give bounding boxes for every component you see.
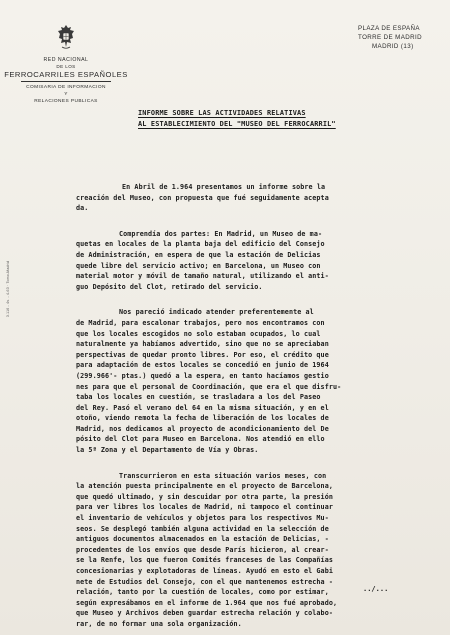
text-line: según expresábamos en el informe de 1.964 que nos fué aprobado,: [76, 598, 338, 607]
text-line: Madrid, nos dedicamos al proyecto de acondicionamiento del De: [76, 424, 329, 433]
text-line: nes para que el personal de Coordinación, que era el que disfru-: [76, 382, 342, 391]
text-line: En Abril de 1.964 presentamos un informe sobre la: [122, 183, 326, 191]
title-line-2: AL ESTABLECIMIENTO DEL "MUSEO DEL FERROCARRIL": [138, 120, 336, 128]
address-line-2: TORRE DE MADRID: [358, 34, 422, 41]
text-line: Comprendía dos partes: En Madrid, un Museo de ma-: [119, 229, 323, 238]
text-line: (299.966'- ptas.) quedó a la espera, en tanto hacíamos gestio: [76, 371, 329, 380]
text-line: perspectivas de quedar pronto libres. Por eso, el crédito que: [76, 350, 329, 359]
text-line: taba los locales en cuestión, se trasladara a los del Paseo: [76, 393, 321, 402]
text-line: pósito del Clot para Museo en Barcelona. Nos atendió en ello: [76, 435, 325, 444]
letterhead-department-2: RELACIONES PUBLICAS: [34, 99, 98, 104]
text-line: quetas en locales de la planta baja del edificio del Consejo: [76, 240, 325, 249]
letterhead-rule: [21, 81, 111, 82]
text-line: se la Renfe, los que fueron Comités franceses de las Compañías: [76, 556, 333, 565]
text-line: antiguos documentos almacenados en la estación de Delicias, -: [76, 535, 329, 544]
letterhead: [4, 24, 128, 105]
margin-print-note: 3.116 - 4s. - 4-63 · Tomo-Madrid: [6, 260, 10, 318]
text-line: el inventario de vehículos y objetos para los respectivos Mu-: [76, 514, 329, 523]
text-line: da.: [76, 204, 89, 213]
text-line: procedentes de los envíos que desde París hicieron, al crear-: [76, 545, 329, 554]
text-line: material motor y móvil de tamaño natural, utilizando el anti-: [76, 272, 329, 281]
address-line-3: MADRID (13): [372, 43, 414, 50]
paragraph-1: [76, 182, 444, 214]
paragraph-3: [76, 307, 444, 455]
text-line: quede libre del servicio activo; en Barcelona, un Museo con: [76, 261, 321, 270]
text-line: nete de Estudios del Consejo, con el que mantenemos estrecha -: [76, 577, 333, 586]
letterhead-line-2: DE LOS: [56, 64, 76, 69]
text-line: para adaptación de estos locales se concedió en junio de 1964: [76, 361, 329, 370]
document-body: [76, 182, 444, 635]
text-line: relación, tanto por la cuestión de locales, como por estimar,: [76, 588, 329, 597]
text-line: guo Depósito del Clot, retirado del servicio.: [76, 282, 263, 291]
text-line: naturalmente ya habíamos advertido, sino que no se apreciaban: [76, 340, 329, 349]
text-line: que quedó ultimado, y sin descuidar por otra parte, la presión: [76, 492, 333, 501]
title-line-1: INFORME SOBRE LAS ACTIVIDADES RELATIVAS: [138, 109, 306, 117]
text-line: concesionarias y explotadoras de líneas. Ayudó en esto el Gabi: [76, 567, 333, 575]
paragraph-4: [76, 471, 444, 630]
text-line: de Madrid, para escalonar trabajos, pero nos encontramos con: [76, 318, 325, 327]
letterhead-line-1: RED NACIONAL: [43, 57, 89, 63]
letterhead-organization: FERROCARRILES ESPAÑOLES: [4, 70, 128, 79]
letterhead-department-conjunction: Y: [64, 92, 68, 97]
continuation-mark: ../...: [363, 585, 389, 593]
text-line: creación del Museo, con propuesta que fué seguidamente acepta: [76, 193, 329, 202]
text-line: otoño, viendo remota la fecha de liberación de los locales de: [76, 414, 329, 423]
sender-address: [358, 24, 444, 51]
address-line-1: PLAZA DE ESPAÑA: [358, 25, 420, 32]
text-line: Transcurrieron en esta situación varios meses, con: [119, 471, 327, 480]
text-line: para ver libres los locales de Madrid, ni tampoco el continuar: [76, 503, 333, 512]
text-line: la atención puesta principalmente en el proyecto de Barcelona,: [76, 482, 333, 491]
text-line: Nos pareció indicado atender preferentemente al: [119, 308, 314, 317]
text-line: de Administración, en espera de que la estación de Delicias: [76, 250, 321, 259]
text-line: seos. Se desplegó también alguna actividad en la selección de: [76, 524, 329, 533]
text-line: del Rey. Pasó el verano del 64 en la misma situación, y en el: [76, 403, 329, 412]
paragraph-2: [76, 229, 444, 293]
text-line: que Museo y Archivos deben guardar estrecha relación y colabo-: [76, 609, 333, 618]
text-line: que los locales escogidos no solo estaban ocupados, lo cual: [76, 329, 321, 338]
text-line: rar, de no formar una sola organización.: [76, 619, 242, 628]
coat-of-arms-icon: [56, 24, 76, 50]
letterhead-department: COMISARIA DE INFORMACION: [26, 85, 106, 90]
text-line: la 5ª Zona y el Departamento de Vía y Obras.: [76, 446, 259, 455]
document-title: [138, 108, 438, 130]
